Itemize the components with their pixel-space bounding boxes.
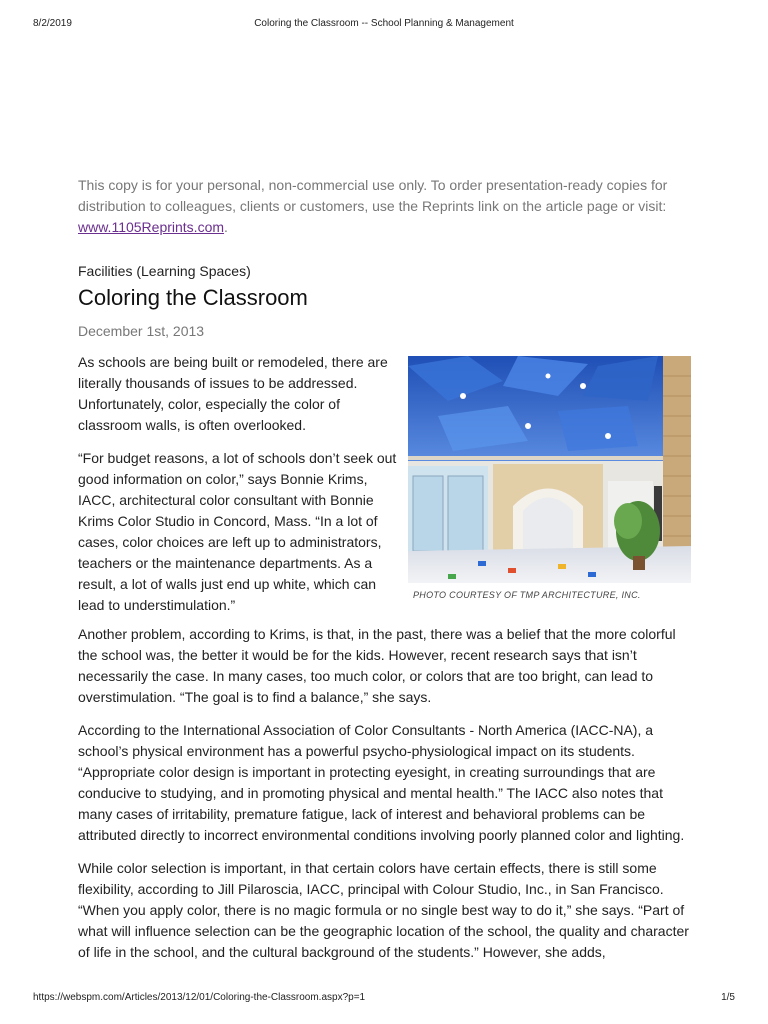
article-paragraph: According to the International Association of Color Consultants - North America (IACC-NA), a school’s physical environment has a powerful psycho-physiological impact on its students. “Appropriate color design is important in protecting eyesight, in creating surroundings that are conducive to studying, and in promoting physical and mental health.” The IACC also notes that many cases of irritability, premature fatigue, lack of interest and behavioral problems can be attributed directly to incorrect environmental conditions involving poorly planned color and lighting. [78, 722, 685, 843]
print-header [0, 18, 768, 32]
print-date: 8/2/2019 [33, 18, 72, 29]
photo-caption: PHOTO COURTESY OF TMP ARCHITECTURE, INC. [413, 590, 641, 600]
article-paragraph: As schools are being built or remodeled, there are literally thousands of issues to be addressed. Unfortunately, color, especially the color of classroom walls, is often overlooked. [78, 354, 388, 433]
article-photo [408, 356, 691, 583]
article-title: Coloring the Classroom [78, 285, 308, 310]
article-paragraph: While color selection is important, in that certain colors have certain effects, there is still some flexibility, according to Jill Pilaroscia, IACC, principal with Colour Studio, Inc., in San Francisco. “When you apply color, there is no magic formula or no single best way to do it,” she says. “Part of what will influence selection can be the geographic location of the school, the quality and character of life in the school, and the cultural background of the students.” However, she adds, [78, 860, 689, 960]
reprint-notice-text: This copy is for your personal, non-commercial use only. To order presentation-ready copies for distribution to colleagues, clients or customers, use the Reprints link on the article page or visit: [78, 177, 668, 214]
print-url: https://webspm.com/Articles/2013/12/01/Coloring-the-Classroom.aspx?p=1 [33, 992, 366, 1003]
article-paragraph: “For budget reasons, a lot of schools don’t seek out good information on color,” says Bonnie Krims, IACC, architectural color consultant with Bonnie Krims Color Studio in Concord, Mass. “In a lot of cases, color choices are left up to administrators, teachers or the maintenance departments. As a result, a lot of walls just end up white, which can lead to understimulation.” [78, 450, 397, 613]
article-intro-column [78, 352, 398, 628]
article-paragraph: Another problem, according to Krims, is that, in the past, there was a belief that the more colorful the school was, the better it would be for the kids. However, recent research says that isn’t necessarily the case. In many cases, too much color, or colors that are too bright, can lead to overstimulation. “The goal is to find a balance,” she says. [78, 626, 676, 705]
page-number: 1/5 [721, 992, 735, 1003]
article-category: Facilities (Learning Spaces) [78, 263, 251, 279]
print-page-title: Coloring the Classroom -- School Planning & Management [254, 18, 514, 29]
reprint-notice [78, 175, 698, 238]
reprint-notice-trailing: . [224, 219, 228, 235]
article-body [78, 624, 694, 975]
reprints-link[interactable]: www.1105Reprints.com [78, 219, 225, 235]
print-footer [0, 992, 768, 1006]
article-date: December 1st, 2013 [78, 323, 205, 339]
